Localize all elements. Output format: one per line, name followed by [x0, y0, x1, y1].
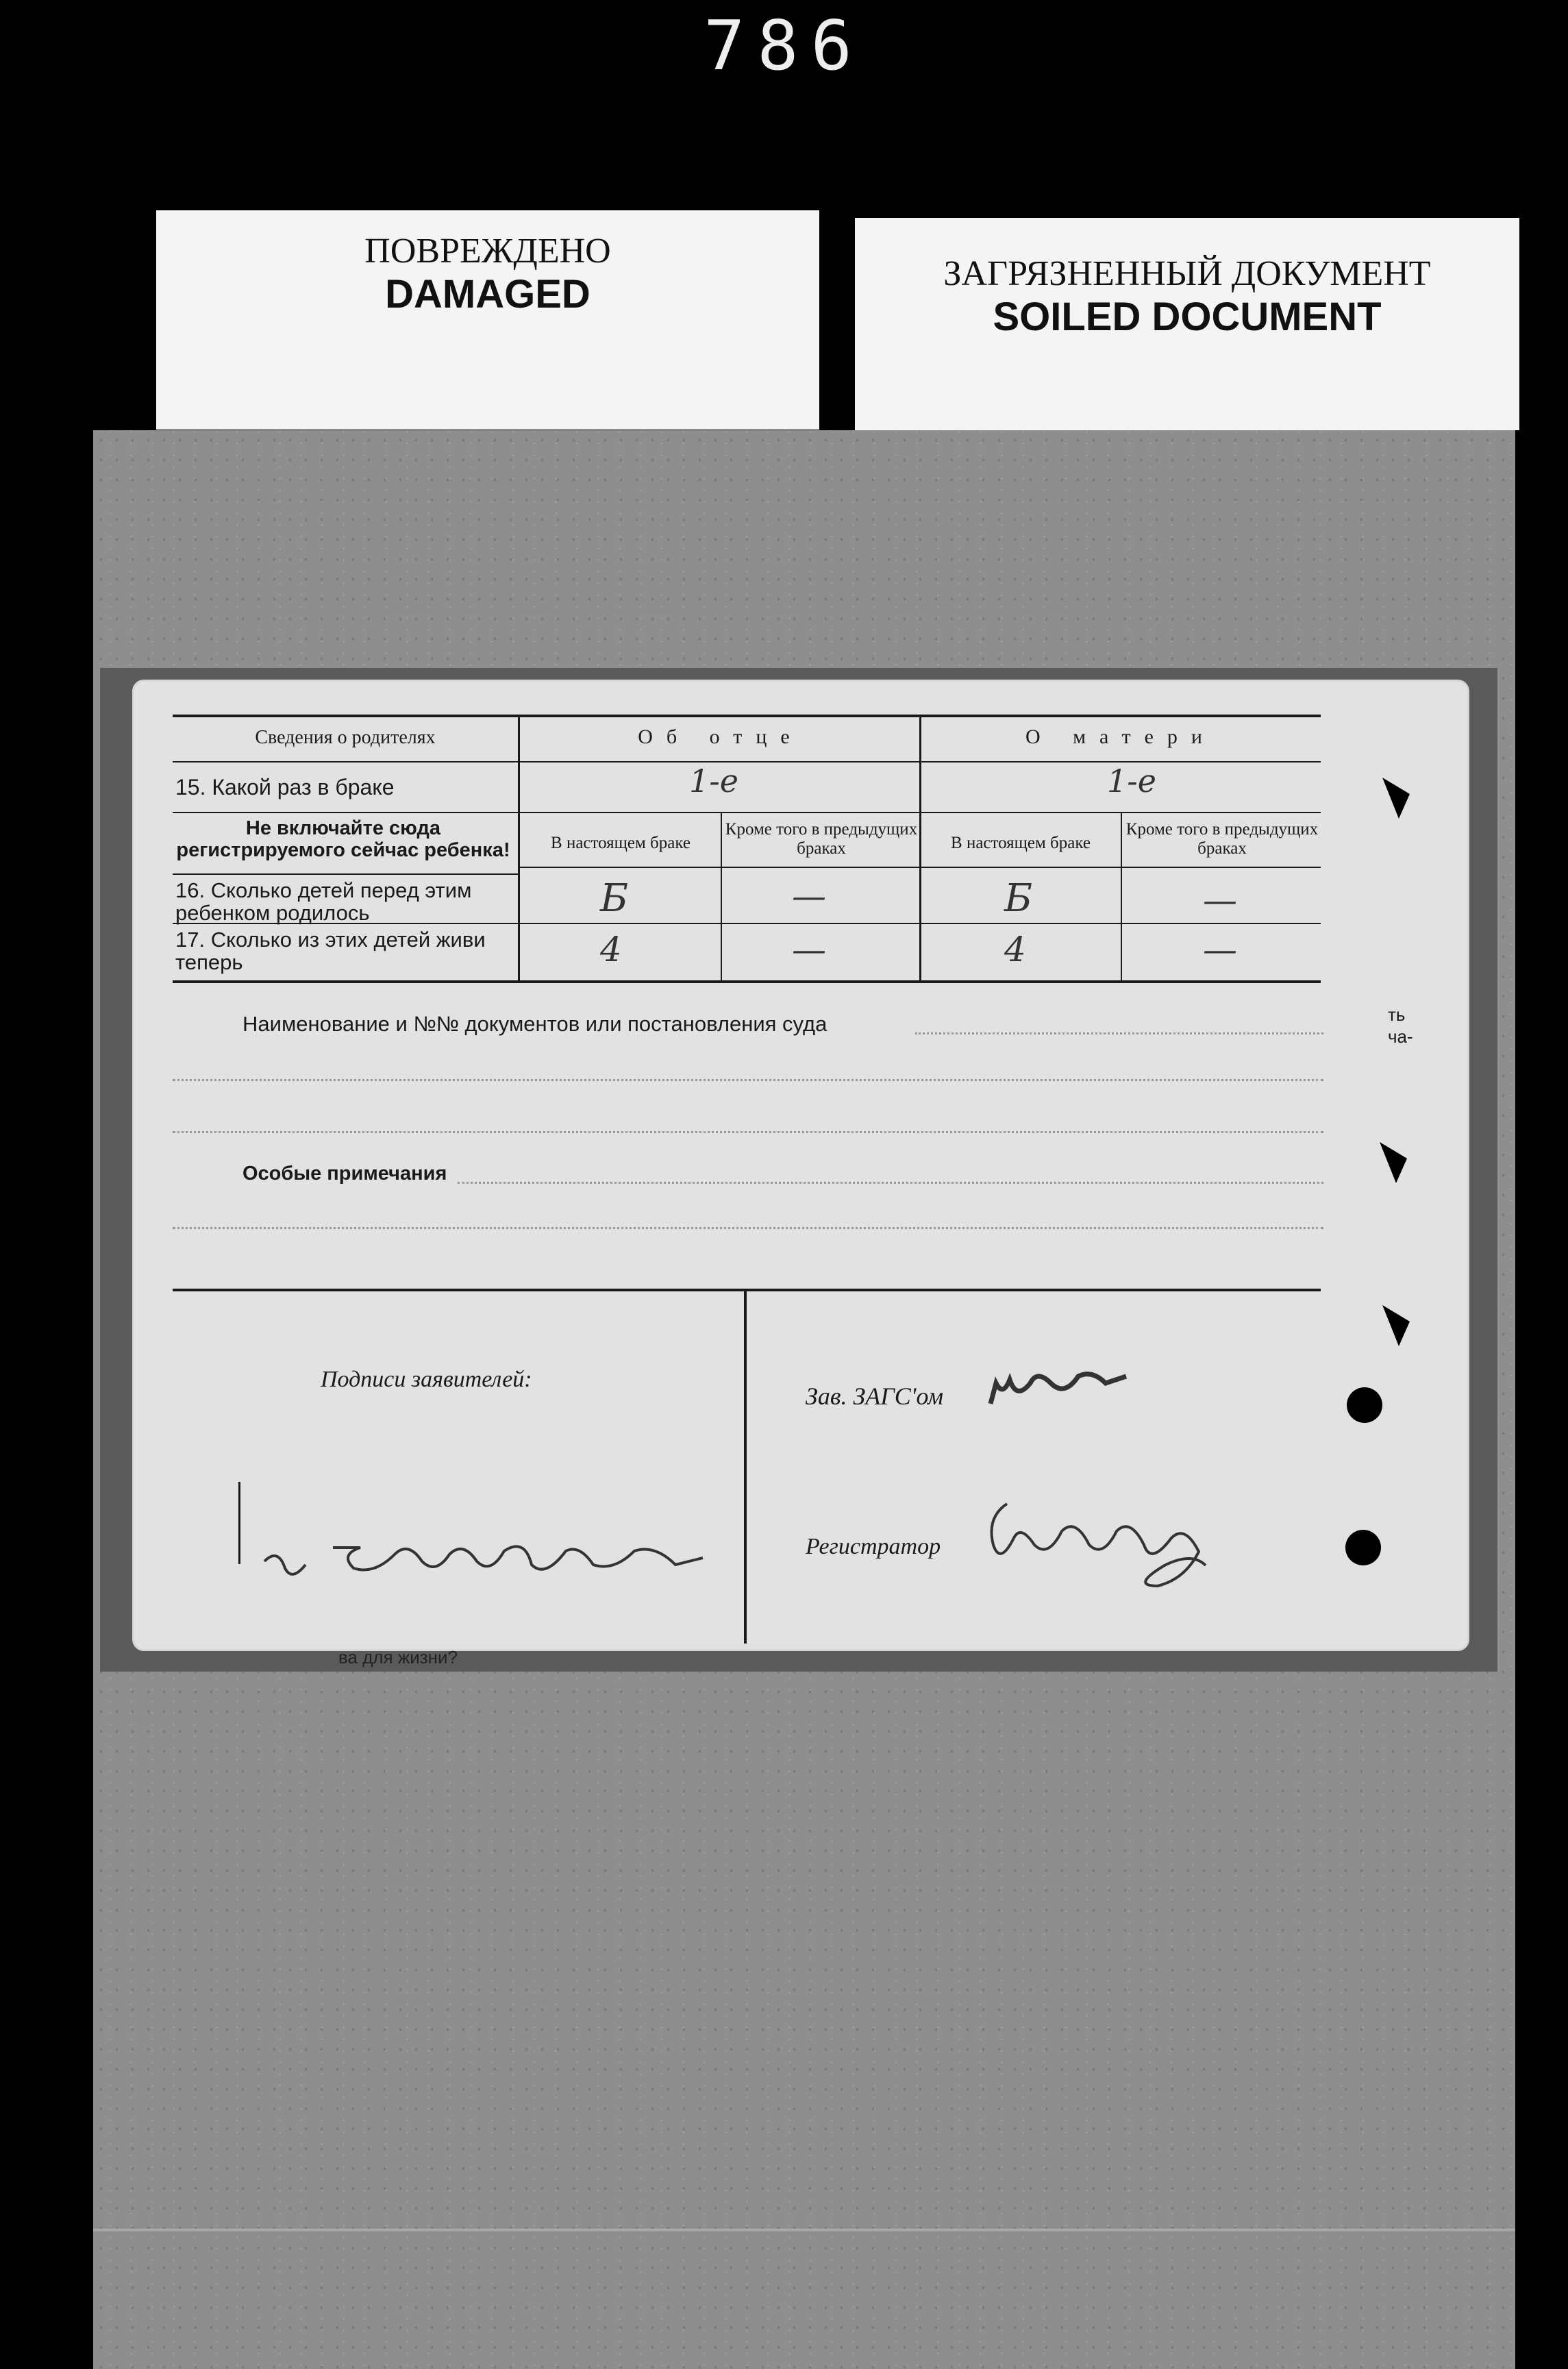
sub-header-previous-marriages: Кроме того в предыдущих браках — [725, 820, 918, 858]
underlying-sheet-fragment: ва для жизни? — [338, 1647, 458, 1667]
documents-line — [915, 1032, 1323, 1034]
header-father: Об отце — [638, 725, 804, 748]
soiled-label-ru: ЗАГРЯЗНЕННЫЙ ДОКУМЕНТ — [943, 254, 1431, 293]
row15-father-value: 1-е — [689, 762, 739, 799]
sub-header-current-marriage: В настоящем браке — [551, 834, 690, 852]
tear-notch — [1380, 1142, 1407, 1183]
soiled-label-en: SOILED DOCUMENT — [993, 295, 1382, 339]
row17-label: 17. Сколько из этих детей живи теперь — [175, 928, 486, 974]
zags-head-label: Зав. ЗАГС'ом — [806, 1382, 944, 1410]
applicants-signatures-label: Подписи заявителей: — [321, 1367, 532, 1392]
row17-mother-current: 4 — [1004, 930, 1026, 969]
remarks-line — [458, 1182, 1323, 1184]
signature-section-divider — [744, 1289, 747, 1644]
table-rule — [173, 873, 518, 875]
tear-notch — [1382, 778, 1410, 819]
row16-father-previous: — — [792, 876, 826, 916]
damaged-label-card — [156, 210, 819, 430]
documents-label: Наименование и №№ документов или постановления суда — [242, 1012, 827, 1036]
punch-hole — [1347, 1387, 1382, 1423]
margin-text-fragment: ть ча- — [1388, 1004, 1413, 1047]
remarks-label: Особые примечания — [242, 1163, 447, 1184]
documents-line — [173, 1131, 1323, 1133]
registrar-label: Регистратор — [806, 1534, 941, 1559]
table-col-rule — [721, 813, 722, 982]
row15-mother-value: 1-е — [1107, 762, 1157, 799]
applicant-signature — [258, 1534, 737, 1582]
registration-form-card — [134, 682, 1467, 1649]
table-rule — [173, 812, 1321, 813]
row17-father-previous: — — [792, 930, 826, 969]
soiled-label-card — [855, 218, 1519, 430]
row16-mother-previous: — — [1203, 880, 1237, 920]
documents-line — [173, 1079, 1323, 1081]
row16-label: 16. Сколько детей перед этим ребенком родилось — [175, 878, 472, 925]
table-top-rule — [173, 715, 1321, 717]
tear-notch — [1382, 1305, 1410, 1346]
header-mother: О матери — [1025, 725, 1216, 748]
row15-label: 15. Какой раз в браке — [175, 775, 395, 799]
note-exclude-current-child: Не включайте сюда регистрируемого сейчас ребенка! — [176, 817, 510, 861]
table-col-rule — [518, 715, 520, 982]
row17-mother-previous: — — [1203, 930, 1237, 969]
sub-header-current-marriage: В настоящем браке — [951, 834, 1091, 852]
table-bottom-rule — [173, 980, 1321, 983]
header-parents-info: Сведения о родителях — [255, 727, 436, 748]
board-crease — [93, 2229, 1515, 2231]
sub-header-previous-marriages: Кроме того в предыдущих браках — [1125, 820, 1319, 858]
signature-bracket — [238, 1482, 240, 1564]
row17-father-current: 4 — [600, 930, 622, 969]
damaged-label-en: DAMAGED — [385, 272, 590, 317]
zags-head-signature — [984, 1369, 1134, 1417]
remarks-line — [173, 1227, 1323, 1229]
registrar-signature — [980, 1483, 1254, 1593]
table-col-rule — [1121, 813, 1122, 982]
row16-father-current: Б — [600, 876, 629, 921]
row16-mother-current: Б — [1004, 876, 1033, 921]
frame-number: 786 — [704, 5, 864, 86]
punch-hole — [1345, 1530, 1381, 1565]
signature-section-rule — [173, 1289, 1321, 1291]
damaged-label-ru: ПОВРЕЖДЕНО — [364, 232, 611, 271]
table-col-rule — [919, 715, 921, 982]
